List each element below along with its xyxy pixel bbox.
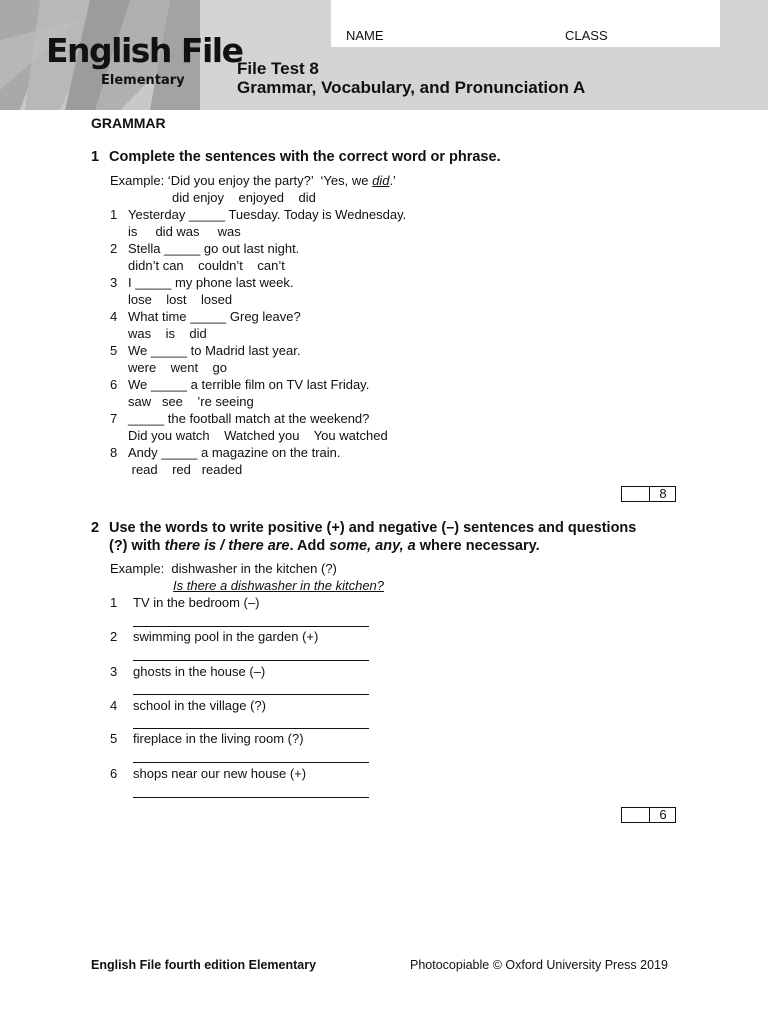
q1-item-number: 7 bbox=[110, 411, 118, 426]
q1-score-total: 8 bbox=[659, 486, 667, 501]
q1-item-sentence: Yesterday _____ Tuesday. Today is Wednesday. bbox=[128, 207, 407, 222]
q1-item-options: were went go bbox=[128, 360, 227, 375]
q1-item-number: 3 bbox=[110, 275, 118, 290]
q2-item-number: 6 bbox=[110, 766, 118, 781]
q1-item-number: 6 bbox=[110, 377, 118, 392]
logo-title: English File bbox=[46, 31, 243, 70]
q2-item-prompt: TV in the bedroom (–) bbox=[133, 595, 260, 610]
q1-item-sentence: What time _____ Greg leave? bbox=[128, 309, 301, 324]
q1-example-options: did enjoy enjoyed did bbox=[172, 190, 316, 205]
q2-instr-part: (?) with bbox=[109, 538, 165, 554]
q1-item-sentence: _____ the football match at the weekend? bbox=[128, 411, 370, 426]
q2-item-number: 1 bbox=[110, 595, 118, 610]
logo-subtitle: Elementary bbox=[101, 73, 185, 88]
q1-item-options: is did was was bbox=[128, 224, 241, 239]
section-title: GRAMMAR bbox=[91, 115, 166, 131]
q1-item-sentence: I _____ my phone last week. bbox=[128, 275, 294, 290]
q2-answer-line[interactable] bbox=[133, 728, 369, 729]
q1-item-options: didn’t can couldn’t can’t bbox=[128, 258, 285, 273]
q1-item-number: 5 bbox=[110, 343, 118, 358]
q2-instr-part: some, any, a bbox=[329, 538, 416, 554]
footer-copyright: Photocopiable © Oxford University Press 2019 bbox=[410, 958, 668, 972]
q2-instruction-line2 bbox=[109, 537, 691, 555]
q1-item-options: lose lost losed bbox=[128, 292, 233, 307]
q1-item-number: 4 bbox=[110, 309, 118, 324]
q1-item-sentence: We _____ to Madrid last year. bbox=[128, 343, 301, 358]
q1-score-box[interactable] bbox=[621, 486, 676, 502]
header-banner bbox=[0, 0, 768, 110]
q2-answer-line[interactable] bbox=[133, 797, 369, 798]
q1-item-number: 8 bbox=[110, 445, 118, 460]
q2-item-prompt: school in the village (?) bbox=[133, 698, 266, 713]
q2-item-prompt: shops near our new house (+) bbox=[133, 766, 307, 781]
q1-item-number: 1 bbox=[110, 207, 118, 222]
q2-answer-line[interactable] bbox=[133, 660, 369, 661]
class-label: CLASS bbox=[565, 28, 608, 43]
q2-item-number: 2 bbox=[110, 629, 118, 644]
q1-heading bbox=[91, 148, 691, 166]
q2-score-total: 6 bbox=[659, 807, 667, 822]
q1-item-sentence: Andy _____ a magazine on the train. bbox=[128, 445, 341, 460]
q2-answer-line[interactable] bbox=[133, 694, 369, 695]
q1-example-end: .’ bbox=[389, 173, 396, 188]
q2-item-number: 4 bbox=[110, 698, 118, 713]
q2-instruction-line1: Use the words to write positive (+) and negative (–) sentences and questions bbox=[109, 520, 637, 536]
q2-answer-line[interactable] bbox=[133, 762, 369, 763]
q2-item-prompt: ghosts in the house (–) bbox=[133, 664, 266, 679]
q2-heading bbox=[91, 519, 691, 555]
q2-number: 2 bbox=[91, 520, 100, 536]
footer-edition: English File fourth edition Elementary bbox=[91, 958, 317, 972]
q2-example-answer: Is there a dishwasher in the kitchen? bbox=[173, 578, 385, 593]
q2-item-prompt: swimming pool in the garden (+) bbox=[133, 629, 319, 644]
q1-example-text: Example: ‘Did you enjoy the party?’ ‘Yes, we bbox=[110, 173, 373, 188]
test-title: File Test 8 bbox=[237, 59, 319, 78]
q2-instr-part: . Add bbox=[289, 538, 330, 554]
q1-number: 1 bbox=[91, 149, 100, 165]
q2-item-number: 5 bbox=[110, 731, 118, 746]
q1-example-answer: did bbox=[372, 173, 390, 188]
q2-score-box[interactable] bbox=[621, 807, 676, 823]
name-class-box bbox=[331, 0, 720, 47]
q1-item-options: Did you watch Watched you You watched bbox=[128, 428, 388, 443]
q2-item-number: 3 bbox=[110, 664, 118, 679]
q1-item-options: was is did bbox=[128, 326, 207, 341]
test-subtitle: Grammar, Vocabulary, and Pronunciation A bbox=[237, 78, 586, 97]
q2-instr-part: there is / there are bbox=[164, 538, 290, 554]
q1-item-number: 2 bbox=[110, 241, 118, 256]
q2-answer-line[interactable] bbox=[133, 626, 369, 627]
name-label: NAME bbox=[346, 28, 384, 43]
q2-item-prompt: fireplace in the living room (?) bbox=[133, 731, 304, 746]
q1-item-sentence: Stella _____ go out last night. bbox=[128, 241, 300, 256]
q2-example: Example: dishwasher in the kitchen (?) bbox=[110, 561, 337, 576]
q1-item-options: read red readed bbox=[128, 462, 243, 477]
q1-example bbox=[110, 173, 396, 188]
q1-item-sentence: We _____ a terrible film on TV last Friday. bbox=[128, 377, 370, 392]
q1-instruction: Complete the sentences with the correct word or phrase. bbox=[109, 149, 501, 165]
q1-item-options: saw see ’re seeing bbox=[128, 394, 254, 409]
q2-instr-part: where necessary. bbox=[415, 538, 540, 554]
